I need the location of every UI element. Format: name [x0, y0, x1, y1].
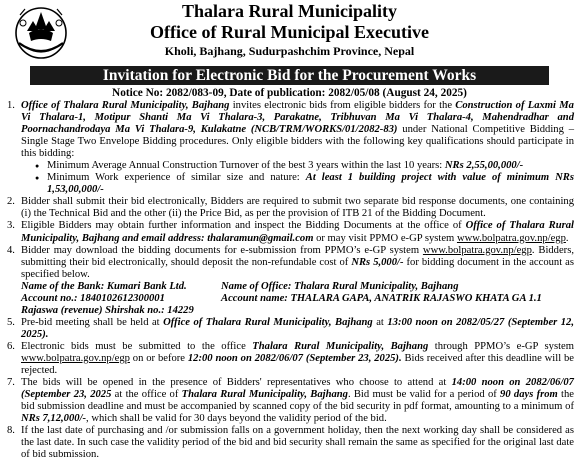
egp-link[interactable]: www.bolpatra.gov.np/egp: [422, 244, 532, 256]
notice-item-5: 5. Pre-bid meeting shall be held at Office of Thalara Rural Municipality, Bajhang at 13:00 noon on 2082/05/27 (September 12, 2025).: [7, 316, 574, 340]
qualification-experience: ● Minimum Work experience of similar size and nature: At least 1 building project with value of minimum NRs 1,53,00,000/-: [35, 172, 574, 196]
revenue-shirshak: Rajaswa (revenue) Shirshak no.: 14229: [21, 304, 194, 316]
egp-link[interactable]: www.bolpatra.gov.np/egp: [21, 352, 130, 364]
item-number: 5.: [7, 316, 15, 328]
notice-item-7: 7. The bids will be opened in the presence of Bidders' representatives who choose to attend at 14:00 noon on 2082/06/07 (September 23, 2025 at the office of Thalara Rural Municipality, Bajhang. Bid must be valid for a period of 90 days from the bid submission deadline and must be accompanied by scanned copy of the bid security in pdf format, amounting to a minimum of NRs 7,12,000/-, which shall be valid for 30 days beyond the validity period of the bid.: [7, 377, 574, 425]
work-name: Construction of Laxmi Ma Vi Thalara-1, Motipur Shanti Ma Vi Thalara-3, Parakatne, Tribhuvan Ma Vi Thalara-4, Mahendradhar and Poornachandrodaya Ma Vi Thalara-9, Kulakatne (NCB/TRM/WORKS/01/2082-83): [21, 100, 574, 136]
item-number: 7.: [7, 377, 15, 389]
turnover-value: NRs 2,55,00,000/-: [444, 160, 524, 172]
opening-venue: Thalara Rural Municipality, Bajhang: [181, 389, 348, 401]
submission-deadline: 12:00 noon on 2082/06/07 (September 23, 2025).: [187, 352, 402, 364]
header: [5, 0, 574, 66]
notice-item-1: [5, 100, 574, 196]
notice-item-8: [5, 425, 574, 461]
experience-value: At least 1 building project with value of minimum NRs 1,53,00,000/-: [47, 172, 574, 196]
prebid-time: 13:00 noon on 2082/05/27 (September 12, 2025).: [21, 316, 574, 340]
office-name-field: Name of Office: Thalara Rural Municipality, Bajhang: [221, 280, 459, 292]
bank-name: Name of the Bank: Kumari Bank Ltd.: [21, 280, 187, 292]
item-text: The bids will be opened in the presence of Bidders' representatives who choose to attend at: [21, 377, 452, 389]
item-text: Bidder may download the bidding documents for e-submission from PPMO’s e-GP system: [21, 244, 423, 256]
item-text: Pre-bid meeting shall be held at: [21, 316, 164, 328]
bank-details-row-1: [21, 281, 574, 293]
validity-days: 90 days from: [500, 389, 558, 401]
notice-item-6: 6. Electronic bids must be submitted to the office Thalara Rural Municipality, Bajhang through PPMO’s e-GP system www.bolpatra.gov.np/egp on or before 12:00 noon on 2082/06/07 (September 23, 2025). Bids received after this deadline will be rejected.: [7, 340, 574, 377]
qualification-turnover: ● Minimum Average Annual Construction Turnover of the best 3 years within the last 10 years: NRs 2,55,00,000/-: [35, 160, 574, 172]
item-number: 1.: [7, 100, 15, 111]
item-text: the bid submission deadline and must be accompanied by scanned copy of the bid security in pdf format, amounting to a minimum of: [21, 389, 574, 413]
municipality-name: Thalara Rural Municipality: [181, 1, 397, 21]
item-text: under National Competitive Bidding – Single Stage Two Envelope Bidding procedures. Only eligible bidders with the following key qualifications should participate in this bidding:: [21, 124, 574, 160]
office-email: Office of Thalara Rural Municipality, Bajhang and email address: thalaramun@gmail.com: [21, 220, 574, 244]
item-text: If the last date of purchasing and /or submission falls on a government holiday, then the next working day shall be considered as the last date. In such case the validity period of the bid and bid security shall remain the same as specified for the original last date of bid submission.: [21, 425, 574, 461]
item-number: 2.: [7, 196, 15, 208]
item-number: 3.: [7, 220, 15, 232]
item-number: 6.: [7, 340, 15, 352]
item-text: , which shall be valid for 30 days beyond the validity period of the bid.: [86, 413, 387, 425]
notice-number-line: Notice No: 2082/083-09, Date of publication: 2082/05/08 (August 24, 2025): [112, 87, 467, 99]
item-text: Eligible Bidders may obtain further information and inspect the Bidding Documents at the office of: [21, 220, 466, 232]
notice-title-banner: Invitation for Electronic Bid for the Procurement Works: [30, 66, 549, 85]
bid-security-amount: NRs 7,12,000/-: [21, 413, 87, 425]
item-text: invites electronic bids from eligible bidders for the: [229, 100, 456, 111]
item-text: Bids received after this deadline will be rejected.: [21, 352, 574, 377]
notice-items: [5, 100, 574, 461]
opening-time: 14:00 noon on 2082/06/07 (September 23, 2025: [21, 377, 574, 401]
notice-item-3: 3. Eligible Bidders may obtain further information and inspect the Bidding Documents at the office of Office of Thalara Rural Municipality, Bajhang and email address: thalaramun@gmail.com or may visit PPMO e-GP system www.bolpatra.gov.np/egp.: [7, 220, 574, 244]
account-number: Account no.: 1840102612300001: [21, 292, 165, 304]
office-reference: Office of Thalara Rural Municipality, Bajhang: [21, 100, 230, 111]
item-text: for bidding document in the account as specified below.: [21, 256, 574, 280]
qualification-list: [21, 160, 574, 196]
item-text: . Bidders, submitting their bid electronically, should deposit the non-refundable cost of: [21, 244, 574, 268]
office-name: Office of Rural Municipal Executive: [150, 22, 429, 42]
item-text: through PPMO’s e-GP system: [428, 340, 574, 352]
notice-item-2: [5, 196, 574, 220]
notice-item-4: [5, 245, 574, 317]
document-cost: NRs 5,000/-: [351, 256, 404, 268]
submission-office: Thalara Rural Municipality, Bajhang: [252, 340, 429, 352]
item-text: Bidder shall submit their bid electronically, Bidders are required to submit two separate bid response documents, one containing (i) the Technical Bid and the other (ii) the Price Bid, as per the provision of ITB 21 of the Bidding Document.: [21, 196, 574, 220]
item-text: Electronic bids must be submitted to the office: [21, 340, 253, 352]
item-number: 8.: [7, 425, 15, 437]
office-address: Kholi, Bajhang, Sudurpashchim Province, Nepal: [164, 44, 415, 58]
item-number: 4.: [7, 244, 15, 256]
item-text: or may visit PPMO e-GP system: [313, 232, 457, 244]
item-text: . Bid must be valid for a period of: [347, 389, 501, 401]
bank-details-row-2: [21, 293, 574, 305]
account-name: Account name: THALARA GAPA, ANATRIK RAJASWO KHATA GA 1.1: [221, 292, 542, 304]
prebid-venue: Office of Thalara Rural Municipality, Bajhang: [163, 316, 373, 328]
egp-link[interactable]: www.bolpatra.gov.np/egp: [456, 232, 566, 244]
